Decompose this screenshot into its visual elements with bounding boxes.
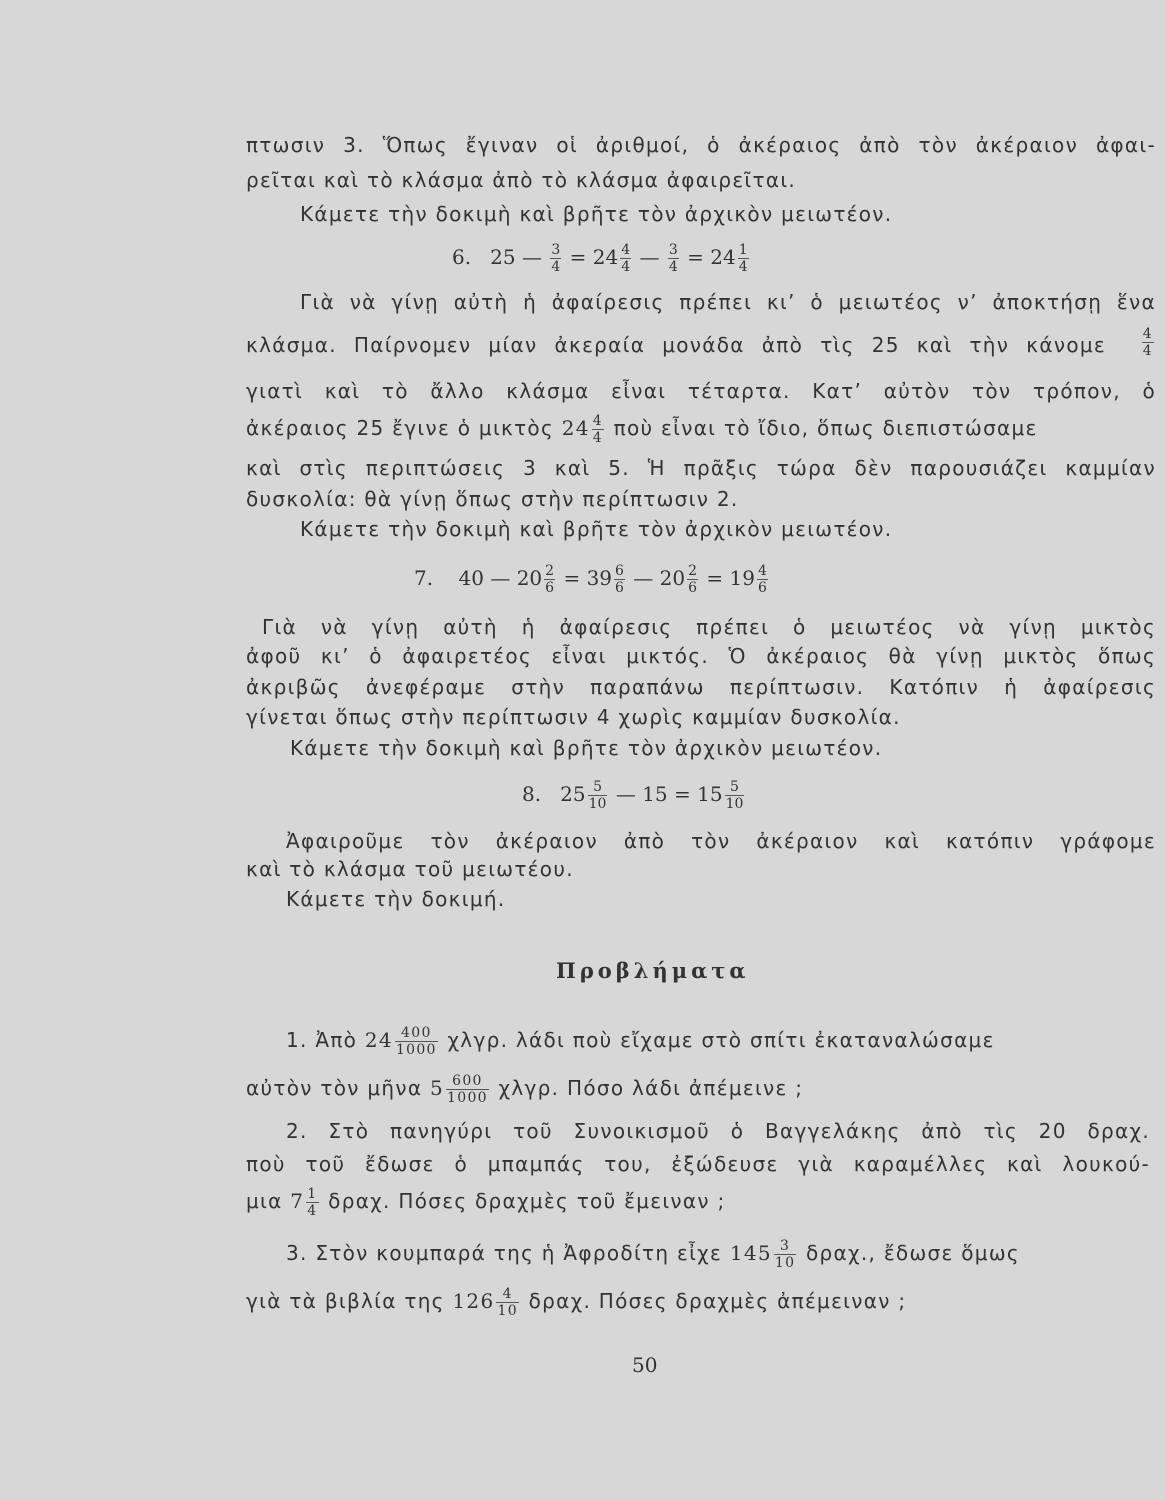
- text-span: 1. Ἀπὸ: [286, 1028, 358, 1052]
- fraction: $\frac{1}{4}$: [307, 1186, 318, 1219]
- whole-part: 24: [710, 245, 736, 269]
- problem-1-line-1: [286, 1025, 1156, 1058]
- equals-sign: =: [673, 782, 691, 806]
- fraction: $\frac{4}{6}$: [757, 563, 767, 596]
- subtrahend: 15: [642, 782, 668, 806]
- equals-sign: =: [563, 566, 581, 590]
- fraction: $\frac{4}{4}$: [592, 413, 603, 446]
- text-line: Ἀφαιροῦμε τὸν ἀκέραιον ἀπὸ τὸν ἀκέραιον καὶ κατόπιν γράφομε: [286, 829, 1156, 853]
- fraction: $\frac{3}{4}$: [551, 242, 561, 275]
- equals-sign: =: [687, 245, 704, 269]
- problem-3-line-2: [246, 1286, 906, 1319]
- whole-part: 19: [729, 566, 755, 590]
- equation-number: 6.: [452, 245, 472, 269]
- text-line: Γιὰ νὰ γίνῃ αὐτὴ ἡ ἀφαίρεσις πρέπει κι’ ὁ μειωτέος ν’ ἀποκτήσῃ ἕνα: [300, 290, 1156, 314]
- check-instruction: Κάμετε τὴν δοκιμὴ καὶ βρῆτε τὸν ἀρχικὸν μειωτέον.: [300, 202, 893, 226]
- whole-part: 5: [430, 1076, 445, 1100]
- text-span: δραχ. Πόσες δραχμὲς ἀπέμειναν ;: [528, 1289, 907, 1313]
- text-line-with-fraction: [246, 326, 1156, 359]
- whole-part: 7: [290, 1189, 305, 1213]
- text-span: χλγρ. Πόσο λάδι ἀπέμεινε ;: [498, 1076, 804, 1100]
- whole-part: 15: [697, 782, 723, 806]
- whole-part: 20: [659, 566, 686, 590]
- fraction: $\frac{6}{6}$: [615, 563, 624, 596]
- problem-2-line-2: ποὺ τοῦ ἔδωσε ὁ μπαμπάς του, ἐξώδευσε γιὰ καραμέλλες καὶ λουκού-: [246, 1152, 1150, 1176]
- text-line: ἀκριβῶς ἀνεφέραμε στὴν παραπάνω περίπτωσιν. Κατόπιν ἡ ἀφαίρεσις: [246, 675, 1156, 699]
- text-span: μια: [246, 1189, 283, 1213]
- text-line: δυσκολία: θὰ γίνῃ ὅπως στὴν περίπτωσιν 2.: [246, 487, 739, 511]
- fraction: $\frac{2}{6}$: [688, 563, 698, 596]
- minus-sign: —: [521, 245, 542, 269]
- whole-part: 24: [561, 416, 590, 440]
- text-line: γιατὶ καὶ τὸ ἄλλο κλάσμα εἶναι τέταρτα. Κατ’ αὐτὸν τὸν τρόπον, ὁ: [246, 379, 1156, 403]
- equals-sign: =: [706, 566, 724, 590]
- whole-part: 24: [592, 245, 619, 269]
- text-span: ποὺ εἶναι τὸ ἴδιο, ὅπως διεπιστώσαμε: [613, 416, 1038, 440]
- check-instruction: Κάμετε τὴν δοκιμὴ καὶ βρῆτε τὸν ἀρχικὸν μειωτέον.: [300, 517, 893, 541]
- text-line: ἀφοῦ κι’ ὁ ἀφαιρετέος εἶναι μικτός. Ὁ ἀκέραιος θὰ γίνῃ μικτὸς ὅπως: [246, 644, 1156, 668]
- whole-part: 39: [586, 566, 613, 590]
- fraction: $\frac{5}{10}$: [725, 779, 744, 812]
- section-heading: Προβλήματα: [556, 958, 750, 983]
- fraction: $\frac{3}{10}$: [774, 1238, 796, 1271]
- text-span: γιὰ τὰ βιβλία της: [246, 1289, 445, 1313]
- problem-1-line-2: [246, 1073, 803, 1106]
- text-line: γίνεται ὅπως στὴν περίπτωσιν 4 χωρὶς καμμίαν δυσκολία.: [246, 705, 901, 729]
- text-line: πτωσιν 3. Ὅπως ἔγιναν οἱ ἀριθμοί, ὁ ἀκέραιος ἀπὸ τὸν ἀκέραιον ἀφαι-: [246, 133, 1156, 157]
- minus-sign: —: [490, 566, 511, 590]
- minus-sign: —: [615, 782, 636, 806]
- text-span: δραχ., ἔδωσε ὅμως: [805, 1241, 1020, 1265]
- minuend: 25: [490, 245, 516, 269]
- fraction: $\frac{5}{10}$: [588, 779, 607, 812]
- text-line: καὶ τὸ κλάσμα τοῦ μειωτέου.: [246, 857, 574, 881]
- check-instruction: Κάμετε τὴν δοκιμὴ καὶ βρῆτε τὸν ἀρχικὸν μειωτέον.: [290, 736, 883, 760]
- fraction: $\frac{4}{4}$: [621, 242, 631, 275]
- equation-7: [414, 563, 770, 596]
- text-span: δραχ. Πόσες δραχμὲς τοῦ ἔμειναν ;: [328, 1189, 726, 1213]
- problem-2-line-1: 2. Στὸ πανηγύρι τοῦ Συνοικισμοῦ ὁ Βαγγελάκης ἀπὸ τὶς 20 δραχ.: [286, 1119, 1150, 1143]
- page-number: 50: [632, 1353, 658, 1377]
- minus-sign: —: [639, 245, 660, 269]
- fraction: $\frac{2}{6}$: [545, 563, 555, 596]
- equation-number: 7.: [414, 566, 434, 590]
- minuend: 40: [458, 566, 484, 590]
- equals-sign: =: [569, 245, 587, 269]
- text-span: χλγρ. λάδι ποὺ εἴχαμε στὸ σπίτι ἐκαταναλώσαμε: [447, 1028, 995, 1052]
- fraction: $\frac{400}{1000}$: [395, 1025, 437, 1058]
- fraction: $\frac{4}{4}$: [1142, 326, 1153, 359]
- minus-sign: —: [633, 566, 654, 590]
- text-line: κλάσμα. Παίρνομεν μίαν ἀκεραία μονάδα ἀπὸ τὶς 25 καὶ τὴν κάνομε: [246, 333, 1106, 357]
- equation-8: [522, 779, 746, 812]
- text-span: 3. Στὸν κουμπαρά της ἡ Ἀφροδίτη εἶχε: [286, 1241, 723, 1265]
- text-span: ἀκέραιος 25 ἔγινε ὁ μικτὸς: [246, 416, 555, 440]
- text-line-with-fraction: [246, 413, 1156, 446]
- text-span: αὐτὸν τὸν μῆνα: [246, 1076, 423, 1100]
- text-line: καὶ στὶς περιπτώσεις 3 καὶ 5. Ἡ πρᾶξις τώρα δὲν παρουσιάζει καμμίαν: [246, 456, 1156, 480]
- equation-number: 8.: [522, 782, 542, 806]
- problem-2-line-3: [246, 1186, 726, 1219]
- fraction: $\frac{3}{4}$: [668, 242, 678, 275]
- whole-part: 24: [364, 1028, 393, 1052]
- whole-part: 20: [516, 566, 543, 590]
- fraction: $\frac{4}{10}$: [497, 1286, 518, 1319]
- check-instruction: Κάμετε τὴν δοκιμή.: [286, 887, 506, 911]
- fraction: $\frac{1}{4}$: [738, 242, 748, 275]
- whole-part: 126: [452, 1289, 495, 1313]
- text-line: Γιὰ νὰ γίνῃ αὐτὴ ἡ ἀφαίρεσις πρέπει ὁ μειωτέος νὰ γίνῃ μικτὸς: [262, 615, 1156, 639]
- whole-part: 25: [560, 782, 586, 806]
- equation-6: [452, 242, 751, 275]
- fraction: $\frac{600}{1000}$: [447, 1073, 488, 1106]
- whole-part: 145: [729, 1241, 772, 1265]
- problem-3-line-1: [286, 1238, 1150, 1271]
- text-line: ρεῖται καὶ τὸ κλάσμα ἀπὸ τὸ κλάσμα ἀφαιρεῖται.: [246, 168, 797, 192]
